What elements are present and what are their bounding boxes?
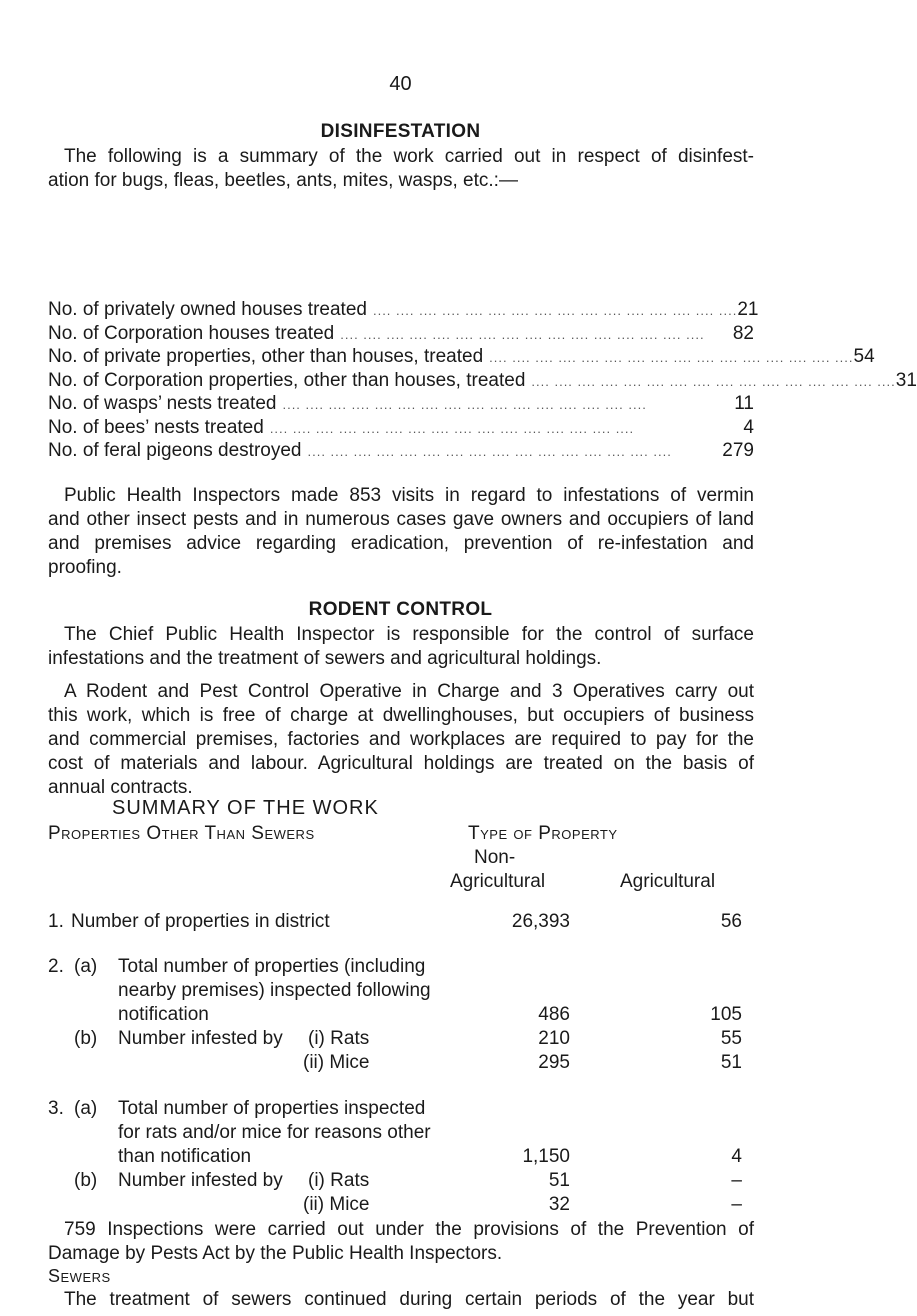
table-row: (b) Number infested by (i) Rats 51 – — [74, 1170, 742, 1191]
list-item: No. of wasps’ nests treated .... .... .... .... .... .... .... .... .... .... .... .... .... .... .... .... 11 — [48, 393, 754, 414]
rodent-para-2-line: and commercial premises, factories and workplaces are required to pay for the — [48, 729, 754, 750]
table-row: for rats and/or mice for reasons other — [118, 1122, 431, 1143]
list-item: No. of bees’ nests treated .... .... .... .... .... .... .... .... .... .... .... .... .... .... .... .... 4 — [48, 416, 754, 438]
table-row: notification 486 105 — [118, 1004, 742, 1025]
visits-line: and other insect pests and in numerous cases gave owners and occupiers of land — [48, 509, 754, 530]
page-number: 40 — [389, 73, 412, 95]
table-row: than notification 1,150 4 — [118, 1146, 742, 1167]
rodent-para-2-line: this work, which is free of charge at dwellinghouses, but occupiers of business — [48, 705, 754, 726]
rodent-para-2-line: cost of materials and labour. Agricultural holdings are treated on the basis of — [48, 753, 754, 774]
rodent-para-1-line: The Chief Public Health Inspector is responsible for the control of surface — [64, 624, 754, 645]
sewers-line: The treatment of sewers continued during certain periods of the year but — [64, 1289, 754, 1310]
table-row: (ii) Mice 32 – — [303, 1194, 742, 1215]
table-row: 1. Number of properties in district 26,393 56 — [48, 911, 742, 932]
intro-line-1: The following is a summary of the work carried out in respect of disinfest- — [64, 146, 754, 167]
properties-header: Properties Other Than Sewers — [48, 823, 315, 844]
visits-line: and premises advice regarding eradication, prevention of re-infestation and — [48, 533, 754, 554]
list-item: No. of Corporation properties, other than houses, treated .... .... .... .... .... .... .... .... .... .... .... .... .... .... .... .... 31 — [48, 369, 917, 391]
rodent-para-2-line: A Rodent and Pest Control Operative in Charge and 3 Operatives carry out — [64, 681, 754, 702]
intro-line-2: ation for bugs, fleas, beetles, ants, mites, wasps, etc.:— — [48, 170, 518, 191]
rodent-para-2 — [48, 680, 754, 800]
table-row: nearby premises) inspected following — [118, 980, 431, 1001]
inspections-paragraph — [48, 1218, 754, 1266]
sewers-paragraph — [48, 1288, 754, 1316]
sewers-heading: Sewers — [48, 1266, 111, 1286]
visits-line: proofing. — [48, 557, 122, 578]
rodent-para-1-line: infestations and the treatment of sewers and agricultural holdings. — [48, 648, 602, 669]
table-row: 2. (a) Total number of properties (including — [48, 956, 426, 977]
type-of-property-header: Type of Property — [468, 823, 618, 844]
non-header: Non- — [474, 847, 516, 868]
visits-line: Public Health Inspectors made 853 visits in regard to infestations of vermin — [64, 485, 754, 506]
disinfestation-list — [48, 298, 917, 463]
disinfestation-intro — [48, 145, 754, 193]
visits-paragraph — [48, 484, 754, 580]
disinfestation-heading: DISINFESTATION — [320, 121, 481, 142]
agricultural-header: Agricultural — [620, 871, 716, 892]
list-item: No. of privately owned houses treated .... .... .... .... .... .... .... .... .... .... .... .... .... .... .... .... 21 — [48, 299, 759, 320]
rodent-para-1 — [48, 623, 754, 671]
list-item: No. of feral pigeons destroyed .... .... .... .... .... .... .... .... .... .... .... .... .... .... .... .... 279 — [48, 440, 754, 461]
inspections-line: 759 Inspections were carried out under the provisions of the Prevention of — [64, 1219, 754, 1240]
table-row: (b) Number infested by (i) Rats 210 55 — [74, 1028, 742, 1049]
table-row: (ii) Mice 295 51 — [303, 1052, 742, 1073]
list-item: No. of private properties, other than houses, treated .... .... .... .... .... .... .... .... .... .... .... .... .... .... .... .... 54 — [48, 346, 875, 367]
rodent-para-2-line: annual contracts. — [48, 777, 193, 798]
rodent-control-heading: RODENT CONTROL — [308, 599, 493, 620]
inspections-line: Damage by Pests Act by the Public Health Inspectors. — [48, 1243, 503, 1264]
non-agricultural-header: Agricultural — [450, 871, 546, 892]
table-row: 3. (a) Total number of properties inspected — [48, 1098, 426, 1119]
summary-title: SUMMARY OF THE WORK — [112, 797, 379, 819]
list-item: No. of Corporation houses treated .... .... .... .... .... .... .... .... .... .... .... .... .... .... .... .... 82 — [48, 322, 754, 344]
